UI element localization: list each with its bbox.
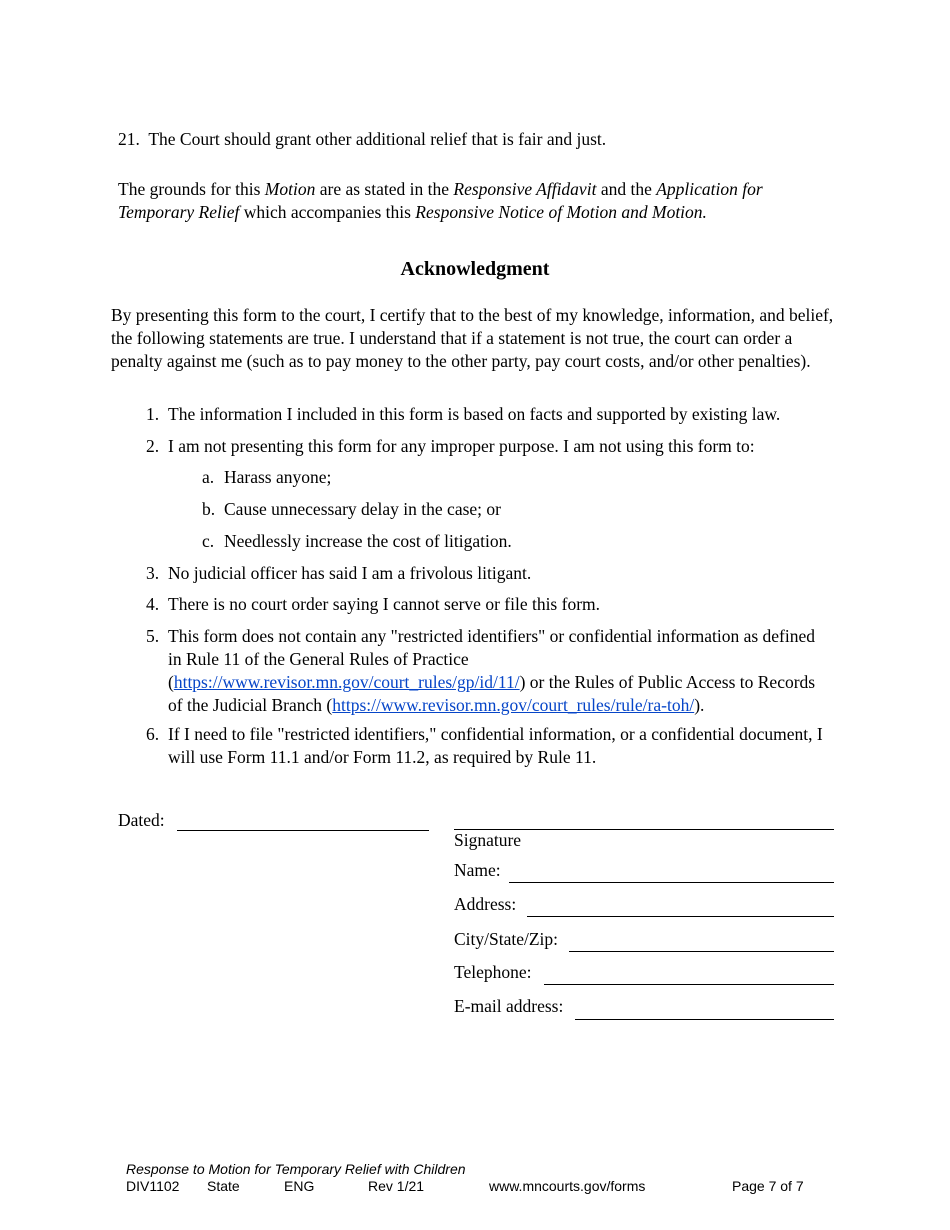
footer-form-title: Response to Motion for Temporary Relief with Children: [126, 1161, 466, 1177]
ack-item-5-text-a: This form does not contain any "restricted identifiers" or confidential information as defined in Rule 11 of the General Rules of Practice (: [168, 626, 816, 692]
public-access-rules-link[interactable]: https://www.revisor.mn.gov/court_rules/rule/ra-toh/: [332, 695, 695, 715]
ack-item-2-number: 2.: [146, 436, 160, 456]
ack-subitem-b-letter: b.: [202, 499, 216, 519]
ack-item-4-text: There is no court order saying I cannot serve or file this form.: [168, 594, 601, 614]
dated-label: Dated:: [118, 810, 165, 830]
ack-subitem-c: [202, 530, 904, 553]
ack-item-2-text: I am not presenting this form for any improper purpose. I am not using this form to:: [168, 436, 755, 456]
ack-item-6: [146, 723, 828, 769]
footer-revision: Rev 1/21: [368, 1178, 425, 1194]
telephone-label: Telephone:: [454, 962, 532, 982]
footer-form-id: DIV1102: [126, 1178, 180, 1194]
page-footer: [126, 1161, 826, 1194]
ack-item-1: [146, 403, 848, 426]
acknowledgment-heading: Acknowledgment: [400, 258, 550, 280]
name-label: Name:: [454, 860, 501, 880]
grounds-text-4: which accompanies this: [239, 202, 416, 222]
dated-line[interactable]: [177, 830, 429, 831]
grounds-responsive-affidavit: Responsive Affidavit: [453, 179, 597, 199]
ack-subitem-c-letter: c.: [202, 531, 215, 551]
ack-item-5: [146, 625, 828, 717]
ack-subitem-c-text: Needlessly increase the cost of litigation.: [224, 531, 512, 551]
acknowledgment-intro: By presenting this form to the court, I certify that to the best of my knowledge, information, and belief, the following statements are true. I understand that if a statement is not true, the court can order a penalty against me (such as to pay money to the other party, pay court costs, and/or other penalties).: [111, 305, 834, 371]
ack-item-6-text: If I need to file "restricted identifiers," confidential information, or a confidential document, I will use Form 11.1 and/or Form 11.2, as required by Rule 11.: [168, 724, 823, 767]
grounds-text-3: and the: [596, 179, 657, 199]
item-21-number: 21.: [118, 129, 140, 149]
ack-item-5-number: 5.: [146, 626, 160, 646]
address-line[interactable]: [527, 916, 834, 917]
email-line[interactable]: [575, 1019, 834, 1020]
ack-subitem-b-text: Cause unnecessary delay in the case; or: [224, 499, 501, 519]
rule-11-link[interactable]: https://www.revisor.mn.gov/court_rules/gp/id/11/: [173, 672, 520, 692]
ack-item-1-number: 1.: [146, 404, 160, 424]
signature-label: Signature: [454, 830, 522, 850]
ack-item-4-number: 4.: [146, 594, 160, 614]
name-line[interactable]: [509, 882, 834, 883]
ack-item-4: [146, 593, 848, 616]
ack-item-5-text-b: ) or the Rules of Public Access to Records of the Judicial Branch (: [168, 672, 816, 715]
ack-item-3-text: No judicial officer has said I am a frivolous litigant.: [168, 563, 532, 583]
telephone-line[interactable]: [544, 984, 834, 985]
grounds-application: Application for Temporary Relief: [118, 179, 763, 222]
city-state-zip-line[interactable]: [569, 951, 834, 952]
address-label: Address:: [454, 894, 517, 914]
grounds-paragraph: [118, 178, 838, 224]
grounds-text-2: are as stated in the: [315, 179, 454, 199]
ack-subitem-a-letter: a.: [202, 467, 215, 487]
ack-subitem-a: [202, 466, 904, 489]
grounds-responsive-notice: Responsive Notice of Motion and Motion.: [415, 202, 707, 222]
footer-page-number: Page 7 of 7: [732, 1178, 804, 1194]
ack-item-2: [146, 435, 848, 458]
city-state-zip-label: City/State/Zip:: [454, 929, 559, 949]
footer-language: ENG: [284, 1178, 315, 1194]
ack-item-3-number: 3.: [146, 563, 160, 583]
grounds-text-1: The grounds for this: [118, 179, 265, 199]
item-21: [118, 128, 838, 151]
item-21-text: The Court should grant other additional relief that is fair and just.: [148, 129, 607, 149]
footer-jurisdiction: State: [207, 1178, 240, 1194]
ack-item-5-text-c: ).: [694, 695, 705, 715]
grounds-motion: Motion: [264, 179, 316, 199]
ack-item-6-number: 6.: [146, 724, 160, 744]
ack-item-1-text: The information I included in this form is based on facts and supported by existing law.: [168, 404, 781, 424]
ack-item-3: [146, 562, 848, 585]
ack-subitem-b: [202, 498, 904, 521]
email-label: E-mail address:: [454, 996, 564, 1016]
ack-subitem-a-text: Harass anyone;: [224, 467, 332, 487]
footer-website: www.mncourts.gov/forms: [489, 1178, 646, 1194]
